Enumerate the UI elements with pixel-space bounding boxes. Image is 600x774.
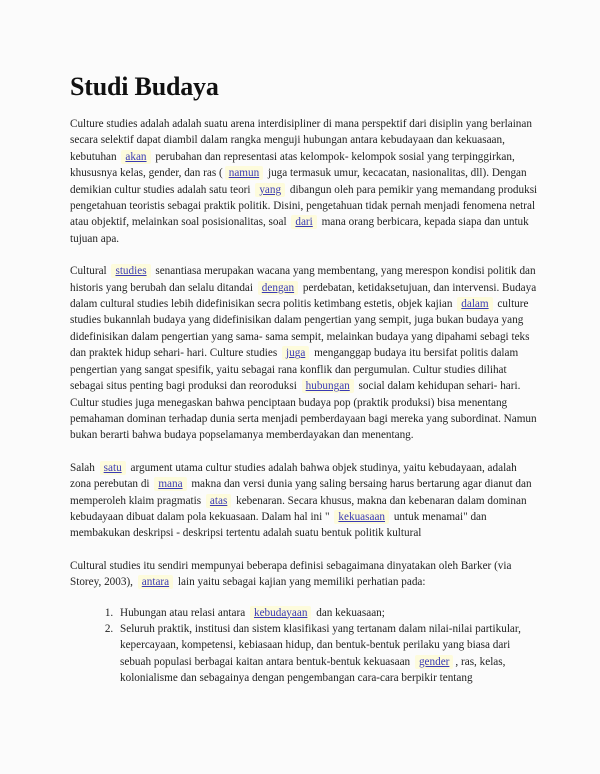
text-run: Salah bbox=[70, 461, 98, 474]
text-run: perdebatan, ketidaksetujuan, dan intervensi. Budaya dalam cultural studies lebih didefinisikan secra politis ketimbang estetis, objek kajian bbox=[70, 281, 537, 311]
inline-link[interactable]: juga bbox=[282, 346, 309, 360]
inline-link[interactable]: satu bbox=[100, 461, 126, 475]
text-run: dan kekuasaan; bbox=[313, 606, 385, 619]
inline-link[interactable]: akan bbox=[121, 150, 150, 164]
inline-link[interactable]: kekuasaan bbox=[334, 510, 389, 524]
paragraph-4 bbox=[70, 558, 540, 591]
inline-link[interactable]: namun bbox=[225, 166, 263, 180]
text-run: perubahan dan representasi atas kelompok- kelompok sosial yang terpinggirkan, khususnya kelas, gender, dan ras ( bbox=[70, 150, 515, 180]
text-run: juga termasuk umur, kecacatan, nasionalitas, dll). Dengan demikian cultur studies adalah satu teori bbox=[70, 167, 527, 196]
inline-link[interactable]: dari bbox=[291, 215, 316, 229]
text-run: Hubungan atau relasi antara bbox=[120, 606, 248, 619]
text-run: kebenaran. Secara khusus, makna dan kebenaran dalam dominan kebudayaan dibuat dalam pola kekuasaan. Dalam hal ini " bbox=[70, 494, 527, 523]
text-run: untuk menamai" dan membakukan deskripsi - deskripsi tertentu adalah suatu bentuk politik kultural bbox=[70, 510, 487, 540]
text-run: dibangun oleh para pemikir yang memandang produksi pengetahuan teoristis sebagai praktik politik. Disini, pengetahuan tidak pernah menjadi fenomena netral atau objektif, melainkan soal posisionalitas, soal bbox=[70, 183, 538, 229]
paragraph-2 bbox=[70, 263, 540, 443]
inline-link[interactable]: dengan bbox=[258, 281, 298, 295]
list-item bbox=[116, 605, 540, 621]
inline-link[interactable]: antara bbox=[138, 575, 173, 589]
text-run: Seluruh praktik, institusi dan sistem klasifikasi yang tertanam dalam nilai-nilai partikular, kepercayaan, kompetensi, kebiasaan hidup, dan bentuk-bentuk perilaku yang biasa dari sebuah populasi berbagai kaitan antara bentuk-bentuk kekuasaan bbox=[120, 622, 521, 668]
inline-link[interactable]: studies bbox=[111, 264, 150, 278]
text-run: senantiasa merupakan wacana yang membentang, yang merespon kondisi politik dan historis yang berubah dan selalu ditandai bbox=[70, 265, 536, 294]
inline-link[interactable]: yang bbox=[255, 183, 285, 197]
paragraph-1 bbox=[70, 116, 540, 247]
text-run: makna dan versi dunia yang saling bersaing harus bertarung agar dianut dan memperoleh klaim pragmatis bbox=[70, 478, 532, 507]
inline-link[interactable]: hubungan bbox=[302, 379, 354, 393]
inline-link[interactable]: mana bbox=[154, 477, 186, 491]
inline-link[interactable]: atas bbox=[206, 494, 231, 508]
text-run: Cultural bbox=[70, 265, 110, 278]
page-title: Studi Budaya bbox=[70, 72, 219, 101]
document-page bbox=[70, 72, 540, 687]
text-run: , ras, kelas, kolonialisme dan sebagainya dengan pengembangan cara-cara berpikir tentang bbox=[120, 655, 506, 685]
inline-link[interactable]: kebudayaan bbox=[250, 606, 311, 620]
text-run: culture studies bukannlah budaya yang didefinisikan dalam pengertian yang sempit, juga bukan budaya yang didefinisikan dalam pengertian yang sama- sama sempit, melainkan budaya yang dipahami sebagi teks dan praktek hidup sehari- hari. Culture studies bbox=[70, 298, 530, 360]
text-run: menganggap budaya itu bersifat politis dalam pengertian yang sangat spesifik, yaitu sebagai rana konflik dan pergumulan. Cultur studies dilihat sebagai situs penting bagi produksi dan reoroduksi bbox=[70, 347, 519, 393]
inline-link[interactable]: dalam bbox=[457, 297, 492, 311]
definition-list bbox=[70, 605, 540, 687]
inline-link[interactable]: gender bbox=[415, 655, 453, 669]
text-run: argument utama cultur studies adalah bahwa objek studinya, yaitu kebudayaan, adalah zona perebutan di bbox=[70, 461, 517, 491]
text-run: mana orang berbicara, kepada siapa dan untuk tujuan apa. bbox=[70, 216, 529, 245]
text-run: Culture studies adalah adalah suatu arena interdisipliner di mana perspektif dari disiplin yang berlainan secara selektif dapat diambil dalam rangka menguji hubungan antara kebudayaan dan kekuasaan, kebutuhan bbox=[70, 118, 532, 163]
list-item bbox=[116, 621, 540, 687]
text-run: Cultural studies itu sendiri mempunyai beberapa definisi sebagaimana dinyatakan oleh Barker (via Storey, 2003), bbox=[70, 559, 512, 589]
text-run: social dalam kehidupan sehari- hari. Cultur studies juga menegaskan bahwa penciptaan budaya pop (praktik produksi) bisa menentang pemahaman dominan terhadap dunia serta menjadi pemberdayaan bagi mereka yang subordinat. Namun bukan berarti bahwa budaya popselamanya memberdayakan dan menentang. bbox=[70, 380, 537, 442]
paragraph-3 bbox=[70, 460, 540, 542]
text-run: lain yaitu sebagai kajian yang memiliki perhatian pada: bbox=[175, 576, 426, 589]
